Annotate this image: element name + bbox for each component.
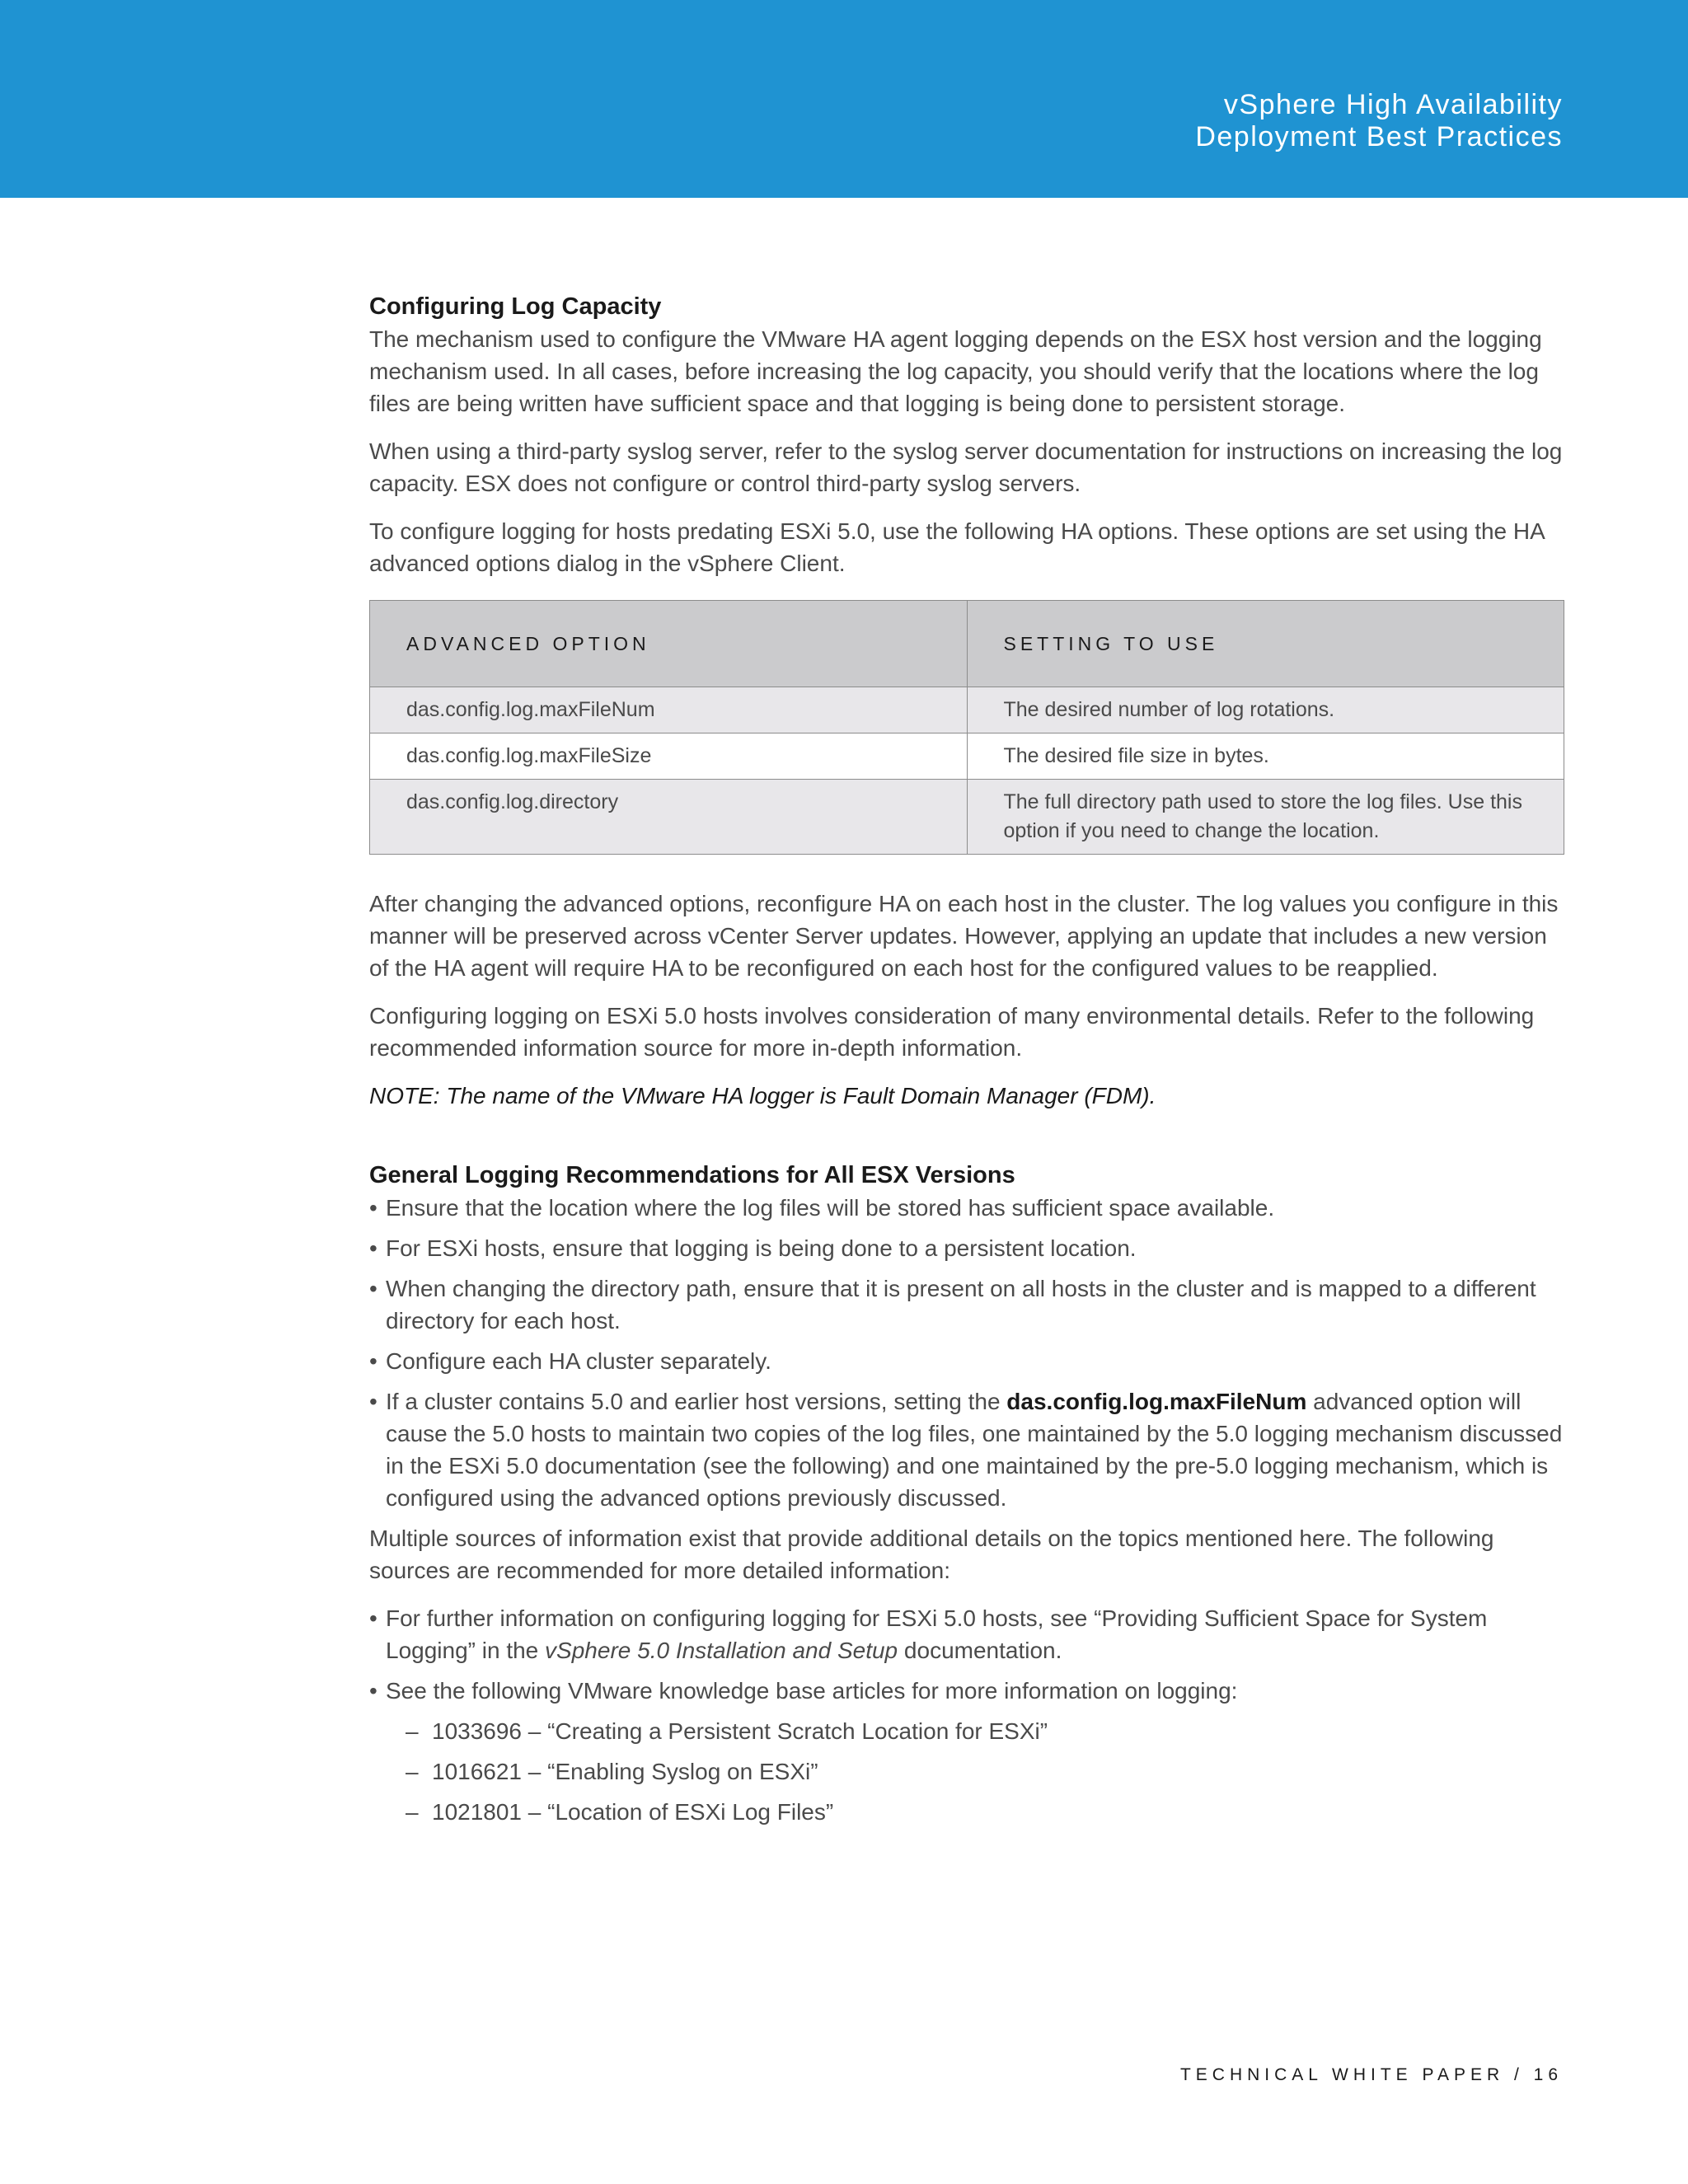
bullet-glyph: • [369,1348,377,1374]
list-item: • For ESXi hosts, ensure that logging is being done to a persistent location. [369,1232,1564,1264]
bullet-glyph: • [369,1678,377,1704]
list-item: • Configure each HA cluster separately. [369,1345,1564,1377]
setting-cell: The full directory path used to store the log files. Use this option if you need to change the location. [967,780,1564,855]
table-row [370,733,1564,780]
document-title-reference: vSphere 5.0 Installation and Setup [545,1638,898,1663]
list-item: • Ensure that the location where the log files will be stored has sufficient space available. [369,1192,1564,1224]
bullet-glyph: • [369,1276,377,1301]
kb-article-item: – 1033696 – “Creating a Persistent Scratch Location for ESXi” [386,1715,1564,1747]
bullet-glyph: • [369,1195,377,1221]
section-heading-logging-recommendations: General Logging Recommendations for All ESX Versions [369,1162,1015,1188]
table-row [370,687,1564,733]
document-title [1195,89,1563,153]
bullet-glyph: • [369,1235,377,1261]
option-cell: das.config.log.maxFileNum [370,687,968,733]
option-cell: das.config.log.maxFileSize [370,733,968,780]
dash-glyph: – [406,1718,419,1744]
dash-glyph: – [406,1799,419,1825]
list-item: • For further information on configuring logging for ESXi 5.0 hosts, see “Providing Sufficient Space for System Logging” in the vSphere 5.0 Installation and Setup documentation. [369,1602,1564,1666]
page-content [369,290,1564,1836]
kb-article-item: – 1016621 – “Enabling Syslog on ESXi” [386,1755,1564,1788]
paragraph: When using a third-party syslog server, refer to the syslog server documentation for instructions on increasing the log capacity. ESX does not configure or control third-party syslog servers. [369,438,1563,496]
paragraph: The mechanism used to configure the VMware HA agent logging depends on the ESX host version and the logging mechanism used. In all cases, before increasing the log capacity, you should verify that the locations where the log files are being written have sufficient space and that logging is being done to persistent storage. [369,326,1542,416]
document-title-line1: vSphere High Availability [1223,89,1563,120]
advanced-options-table [369,600,1564,855]
list-item: • When changing the directory path, ensure that it is present on all hosts in the cluster and is mapped to a different directory for each host. [369,1272,1564,1337]
dash-glyph: – [406,1759,419,1784]
list-item: • If a cluster contains 5.0 and earlier host versions, setting the das.config.log.maxFileNum advanced option will cause the 5.0 hosts to maintain two copies of the log files, one maintained by the 5.0 logging mechanism discussed in the ESXi 5.0 documentation (see the following) and one maintained by the pre-5.0 logging mechanism, which is configured using the advanced options previously discussed. [369,1385,1564,1514]
bullet-glyph: • [369,1605,377,1631]
paragraph: After changing the advanced options, reconfigure HA on each host in the cluster. The log values you configure in this manner will be preserved across vCenter Server updates. However, applying an update that includes a new version of the HA agent will require HA to be reconfigured on each host for the configured values to be reapplied. [369,891,1559,981]
table-header-row [370,601,1564,687]
spacer [369,1127,1564,1159]
note-text: NOTE: The name of the VMware HA logger is Fault Domain Manager (FDM). [369,1083,1156,1108]
recommendations-list [369,1192,1564,1514]
sources-list [369,1602,1564,1828]
bullet-glyph: • [369,1389,377,1414]
setting-cell: The desired number of log rotations. [967,687,1564,733]
kb-article-item: – 1021801 – “Location of ESXi Log Files” [386,1796,1564,1828]
paragraph: Configuring logging on ESXi 5.0 hosts involves consideration of many environmental details. Refer to the following recommended information source for more in-depth information. [369,1003,1535,1061]
section-heading-log-capacity: Configuring Log Capacity [369,293,662,320]
document-title-line2: Deployment Best Practices [1195,121,1563,152]
option-cell: das.config.log.directory [370,780,968,855]
paragraph: To configure logging for hosts predating ESXi 5.0, use the following HA options. These options are set using the HA advanced options dialog in the vSphere Client. [369,518,1545,576]
table-row [370,780,1564,855]
setting-cell: The desired file size in bytes. [967,733,1564,780]
paragraph: Multiple sources of information exist that provide additional details on the topics mentioned here. The following sources are recommended for more detailed information: [369,1526,1494,1583]
column-header-advanced-option: ADVANCED OPTION [370,601,968,687]
page-footer: TECHNICAL WHITE PAPER / 16 [1179,2065,1563,2084]
list-item: • See the following VMware knowledge base articles for more information on logging: – 1033696 – “Creating a Persistent Scratch Location for ESXi” – 1016621 – “Enabling Syslog on ESXi” – 1021801 – “Location of ESXi Log Files” [369,1675,1564,1828]
option-name-bold: das.config.log.maxFileNum [1006,1389,1307,1414]
column-header-setting: SETTING TO USE [967,601,1564,687]
kb-articles-list [386,1715,1564,1828]
